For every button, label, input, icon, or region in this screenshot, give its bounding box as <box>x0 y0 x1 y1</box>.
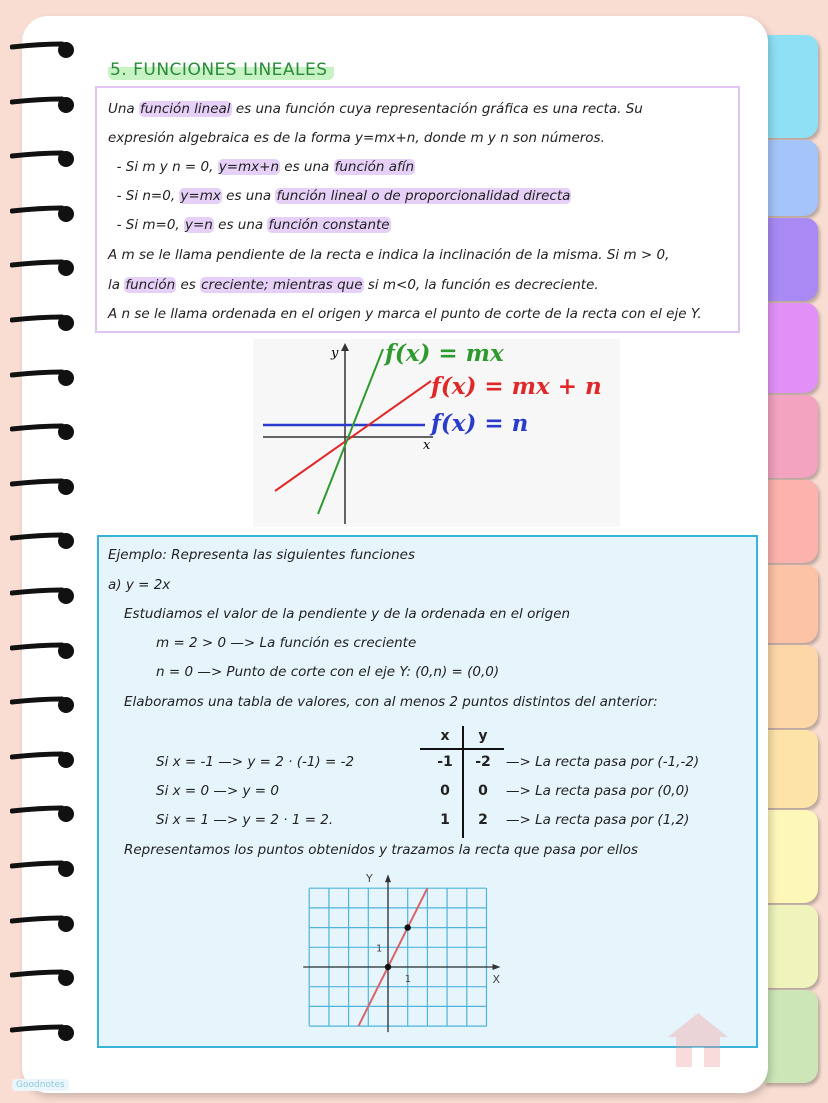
highlighted-text: función lineal o de proporcionalidad directa <box>276 188 571 204</box>
section-tab-7[interactable] <box>764 565 818 643</box>
highlighted-text: función constante <box>268 217 390 233</box>
text-segment: es una <box>213 217 268 233</box>
text-segment: es <box>176 277 201 293</box>
text-line <box>108 188 571 204</box>
highlighted-text: y=mx+n <box>218 159 280 175</box>
values-table <box>420 726 504 838</box>
x-tick-label: 1 <box>404 974 412 985</box>
text-segment: expresión algebraica es de la forma y=mx+n, donde m y n son números. <box>108 130 605 146</box>
section-tab-8[interactable] <box>764 645 818 728</box>
data-point <box>385 964 391 970</box>
calculation-line: Si x = 1 —> y = 2 · 1 = 2. <box>156 812 334 828</box>
text-segment: m = 2 > 0 —> La función es creciente <box>156 635 417 651</box>
text-line <box>108 306 702 322</box>
binder-ring <box>10 420 76 440</box>
binder-ring <box>10 966 76 986</box>
text-segment: es una <box>280 159 334 175</box>
text-line <box>108 217 391 233</box>
text-line <box>108 277 599 293</box>
label-linear: f(x) = mx <box>385 340 504 367</box>
data-point <box>405 924 411 930</box>
text-line <box>108 101 643 117</box>
text-segment: es una función cuya representación gráfica es una recta. Su <box>231 101 643 117</box>
table-cell-y: -2 <box>475 754 491 770</box>
text-segment: la <box>108 277 125 293</box>
table-cell-x: -1 <box>437 754 453 770</box>
label-constant: f(x) = n <box>431 410 529 437</box>
section-tab-9[interactable] <box>764 730 818 808</box>
text-segment: A n se le llama ordenada en el origen y marca el punto de corte de la recta con el eje Y. <box>108 306 702 322</box>
result-line: —> La recta pasa por (-1,-2) <box>506 754 700 770</box>
text-line <box>156 635 416 651</box>
text-segment: si m<0, la función es decreciente. <box>363 277 599 293</box>
binder-ring <box>10 311 76 331</box>
text-segment: es una <box>221 188 276 204</box>
theory-box <box>95 86 740 333</box>
linear-functions-figure <box>253 339 620 527</box>
text-line <box>108 247 669 263</box>
table-cell-x: 1 <box>440 812 450 828</box>
highlighted-text: función afín <box>334 159 415 175</box>
x-axis-label: x <box>423 438 431 453</box>
binder-ring <box>10 639 76 659</box>
binder-ring <box>10 475 76 495</box>
text-segment: a) y = 2x <box>108 577 171 593</box>
binder-ring <box>10 256 76 276</box>
text-line <box>108 577 170 593</box>
table-header-y: y <box>478 728 488 744</box>
section-tab-1[interactable] <box>764 35 818 138</box>
y-tick-label: 1 <box>376 943 383 955</box>
table-cell-y: 2 <box>478 812 488 828</box>
result-line: —> La recta pasa por (1,2) <box>506 812 690 828</box>
section-tab-6[interactable] <box>764 480 818 563</box>
label-affine: f(x) = mx + n <box>431 373 602 400</box>
text-line <box>124 694 658 710</box>
highlighted-text: creciente; mientras que <box>201 277 363 293</box>
text-line <box>124 606 570 622</box>
section-title: 5. FUNCIONES LINEALES <box>108 60 334 80</box>
y-axis-label: Y <box>366 872 373 886</box>
table-header-x: x <box>440 728 450 744</box>
text-line <box>156 664 499 680</box>
binder-ring <box>10 38 76 58</box>
text-segment: Elaboramos una tabla de valores, con al menos 2 puntos distintos del anterior: <box>124 694 658 710</box>
binder-ring <box>10 529 76 549</box>
result-line: —> La recta pasa por (0,0) <box>506 783 690 799</box>
text-segment: A m se le llama pendiente de la recta e indica la inclinación de la misma. Si m > 0, <box>108 247 670 263</box>
binder-ring <box>10 857 76 877</box>
x-axis-label: X <box>492 973 501 986</box>
highlighted-text: y=mx <box>180 188 221 204</box>
section-tab-3[interactable] <box>764 218 818 301</box>
binder-ring <box>10 1021 76 1041</box>
section-tab-4[interactable] <box>764 303 818 393</box>
binder-ring <box>10 693 76 713</box>
binder-ring <box>10 802 76 822</box>
closing-line: Representamos los puntos obtenidos y trazamos la recta que pasa por ellos <box>124 842 638 858</box>
text-line <box>108 130 605 146</box>
section-tab-5[interactable] <box>764 395 818 478</box>
text-segment: - Si n=0, <box>108 188 180 204</box>
example-graph <box>298 866 510 1041</box>
highlighted-text: función lineal <box>140 101 231 117</box>
y-axis-label: y <box>331 346 339 361</box>
binder-ring <box>10 748 76 768</box>
x-axis-arrow-icon <box>493 964 501 970</box>
binder-ring <box>10 366 76 386</box>
goodnotes-watermark: Goodnotes <box>12 1079 69 1091</box>
table-cell-y: 0 <box>478 783 488 799</box>
text-segment: n = 0 —> Punto de corte con el eje Y: (0,n) = (0,0) <box>156 664 500 680</box>
text-line <box>108 159 415 175</box>
highlighted-text: y=n <box>185 217 213 233</box>
section-tab-11[interactable] <box>764 905 818 988</box>
highlighted-text: función <box>125 277 176 293</box>
home-icon[interactable] <box>668 1013 728 1071</box>
binder-ring <box>10 93 76 113</box>
section-tab-2[interactable] <box>764 140 818 216</box>
table-cell-x: 0 <box>440 783 450 799</box>
text-segment: - Si m y n = 0, <box>108 159 218 175</box>
section-tab-10[interactable] <box>764 810 818 903</box>
text-segment: Una <box>108 101 140 117</box>
y-axis-arrow-icon <box>385 874 391 882</box>
binder-ring <box>10 584 76 604</box>
calculation-line: Si x = -1 —> y = 2 · (-1) = -2 <box>156 754 355 770</box>
section-tab-12[interactable] <box>764 990 818 1083</box>
binder-ring <box>10 147 76 167</box>
text-segment: - Si m=0, <box>108 217 184 233</box>
binder-ring <box>10 202 76 222</box>
binder-ring <box>10 912 76 932</box>
text-segment: Ejemplo: Representa las siguientes funciones <box>108 547 416 563</box>
text-segment: Estudiamos el valor de la pendiente y de la ordenada en el origen <box>124 606 571 622</box>
text-line <box>108 547 415 563</box>
calculation-line: Si x = 0 —> y = 0 <box>156 783 279 799</box>
